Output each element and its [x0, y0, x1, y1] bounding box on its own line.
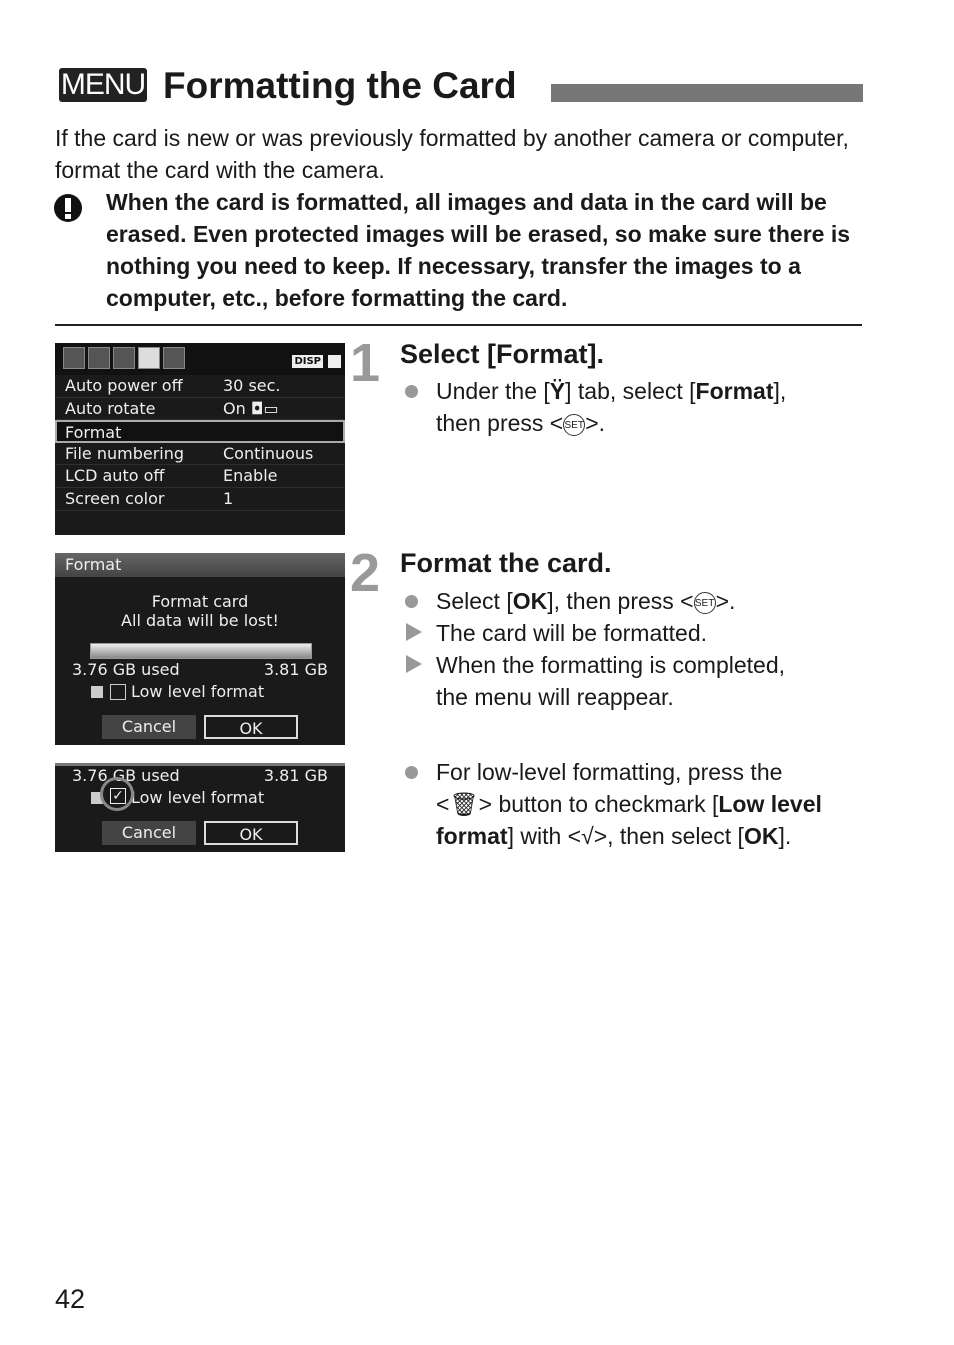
setup-tab-icon: [163, 347, 185, 369]
intro-text: If the card is new or was previously formatted by another camera or computer, format the card with the camera.: [55, 125, 849, 183]
low-level-label: Low level format: [131, 682, 265, 701]
low-level-label: Low level format: [131, 788, 265, 807]
setup-tab-icon: [138, 347, 160, 369]
format-dialog-screen: [55, 553, 345, 745]
used-space: 3.76 GB used: [72, 766, 180, 785]
step-number: 1: [350, 333, 381, 393]
dialog-message-line: Format card: [151, 592, 249, 611]
highlight-circle: [100, 777, 134, 811]
step-instruction: Select [OK], then press <SET>.: [436, 588, 736, 614]
menu-row-label: File numbering: [65, 443, 185, 463]
menu-row-value: Enable: [223, 466, 278, 486]
total-space: 3.81 GB: [263, 660, 328, 679]
step-result: The card will be formatted.: [436, 620, 708, 646]
bullet-icon: [405, 766, 418, 779]
dialog-message-line: All data will be lost!: [121, 611, 279, 630]
page-number: 42: [55, 1284, 86, 1314]
menu-row: [55, 465, 345, 488]
step-title: Format the card.: [400, 548, 612, 578]
title-bar: [551, 84, 863, 102]
cancel-button[interactable]: Cancel: [102, 715, 196, 739]
disp-label: DISP: [294, 356, 321, 367]
trash-icon: [91, 686, 103, 698]
cancel-button[interactable]: Cancel: [102, 821, 196, 845]
step-title: Select [Format].: [400, 339, 605, 369]
playback-tab-icon: [113, 347, 135, 369]
warning-text: When the card is formatted, all images and data in the card will be erased. Even protected images will be erased, so make sure there is nothing you need to keep. If necessary, transfer the images to a computer, etc., before formatting the card.: [106, 189, 851, 311]
menu-row-label: Format: [65, 423, 122, 443]
menu-row-selected: [55, 420, 345, 443]
trash-icon: 🗑: [449, 791, 479, 817]
dialog-message: [55, 592, 345, 630]
info-icon: [328, 355, 341, 368]
menu-tabs: [55, 343, 345, 375]
monitor-icon: ▭: [263, 398, 279, 418]
capacity-bar: [90, 643, 312, 659]
ok-button[interactable]: OK: [204, 715, 298, 739]
bullet-icon: [405, 385, 418, 398]
menu-row-label: Auto rotate: [65, 398, 156, 418]
menu-row: [55, 488, 345, 511]
set-button-icon: SET: [563, 414, 585, 436]
ok-button[interactable]: OK: [204, 821, 298, 845]
low-level-note: For low-level formatting, press the <🗑> button to checkmark [Low level format] with <√>, then select [OK].: [436, 759, 822, 849]
low-level-checkbox-checked[interactable]: ✓: [110, 788, 126, 804]
arrow-icon: [406, 623, 422, 641]
total-space: 3.81 GB: [263, 766, 328, 785]
set-button-icon: SET: [694, 592, 716, 614]
menu-row-value: Continuous: [223, 443, 314, 463]
shooting-tab-icon: [88, 347, 110, 369]
dialog-header: Format: [55, 553, 345, 577]
bullet-icon: [405, 595, 418, 608]
shooting-tab-icon: [63, 347, 85, 369]
menu-row-label: LCD auto off: [65, 466, 165, 486]
camera-icon: ◘: [250, 398, 264, 418]
menu-row: [55, 443, 345, 466]
caution-icon: [52, 192, 84, 224]
low-level-format-screen: [55, 763, 345, 852]
step-instruction: Under the [Ÿ] tab, select [Format], then press <SET>.: [436, 378, 787, 436]
menu-row-value: 30 sec.: [223, 376, 281, 395]
menu-badge: MENU: [60, 68, 146, 101]
step-result: When the formatting is completed, the menu will reappear.: [436, 652, 785, 710]
menu-row-value: On ◘▭: [223, 398, 279, 418]
menu-row: [55, 398, 345, 421]
arrow-icon: [406, 655, 422, 673]
used-space: 3.76 GB used: [72, 660, 180, 679]
menu-row-label: Screen color: [65, 488, 165, 508]
page-title: Formatting the Card: [163, 65, 517, 106]
setup-tab-icon: Ÿ: [549, 378, 566, 404]
menu-row-value: 1: [223, 488, 234, 508]
menu-row: [55, 375, 345, 398]
camera-menu-screen: [55, 343, 345, 535]
checkmark-icon: √: [581, 823, 594, 849]
low-level-checkbox[interactable]: [110, 684, 126, 700]
step-number: 2: [350, 543, 381, 603]
divider: [55, 324, 862, 326]
menu-row-label: Auto power off: [65, 376, 183, 395]
